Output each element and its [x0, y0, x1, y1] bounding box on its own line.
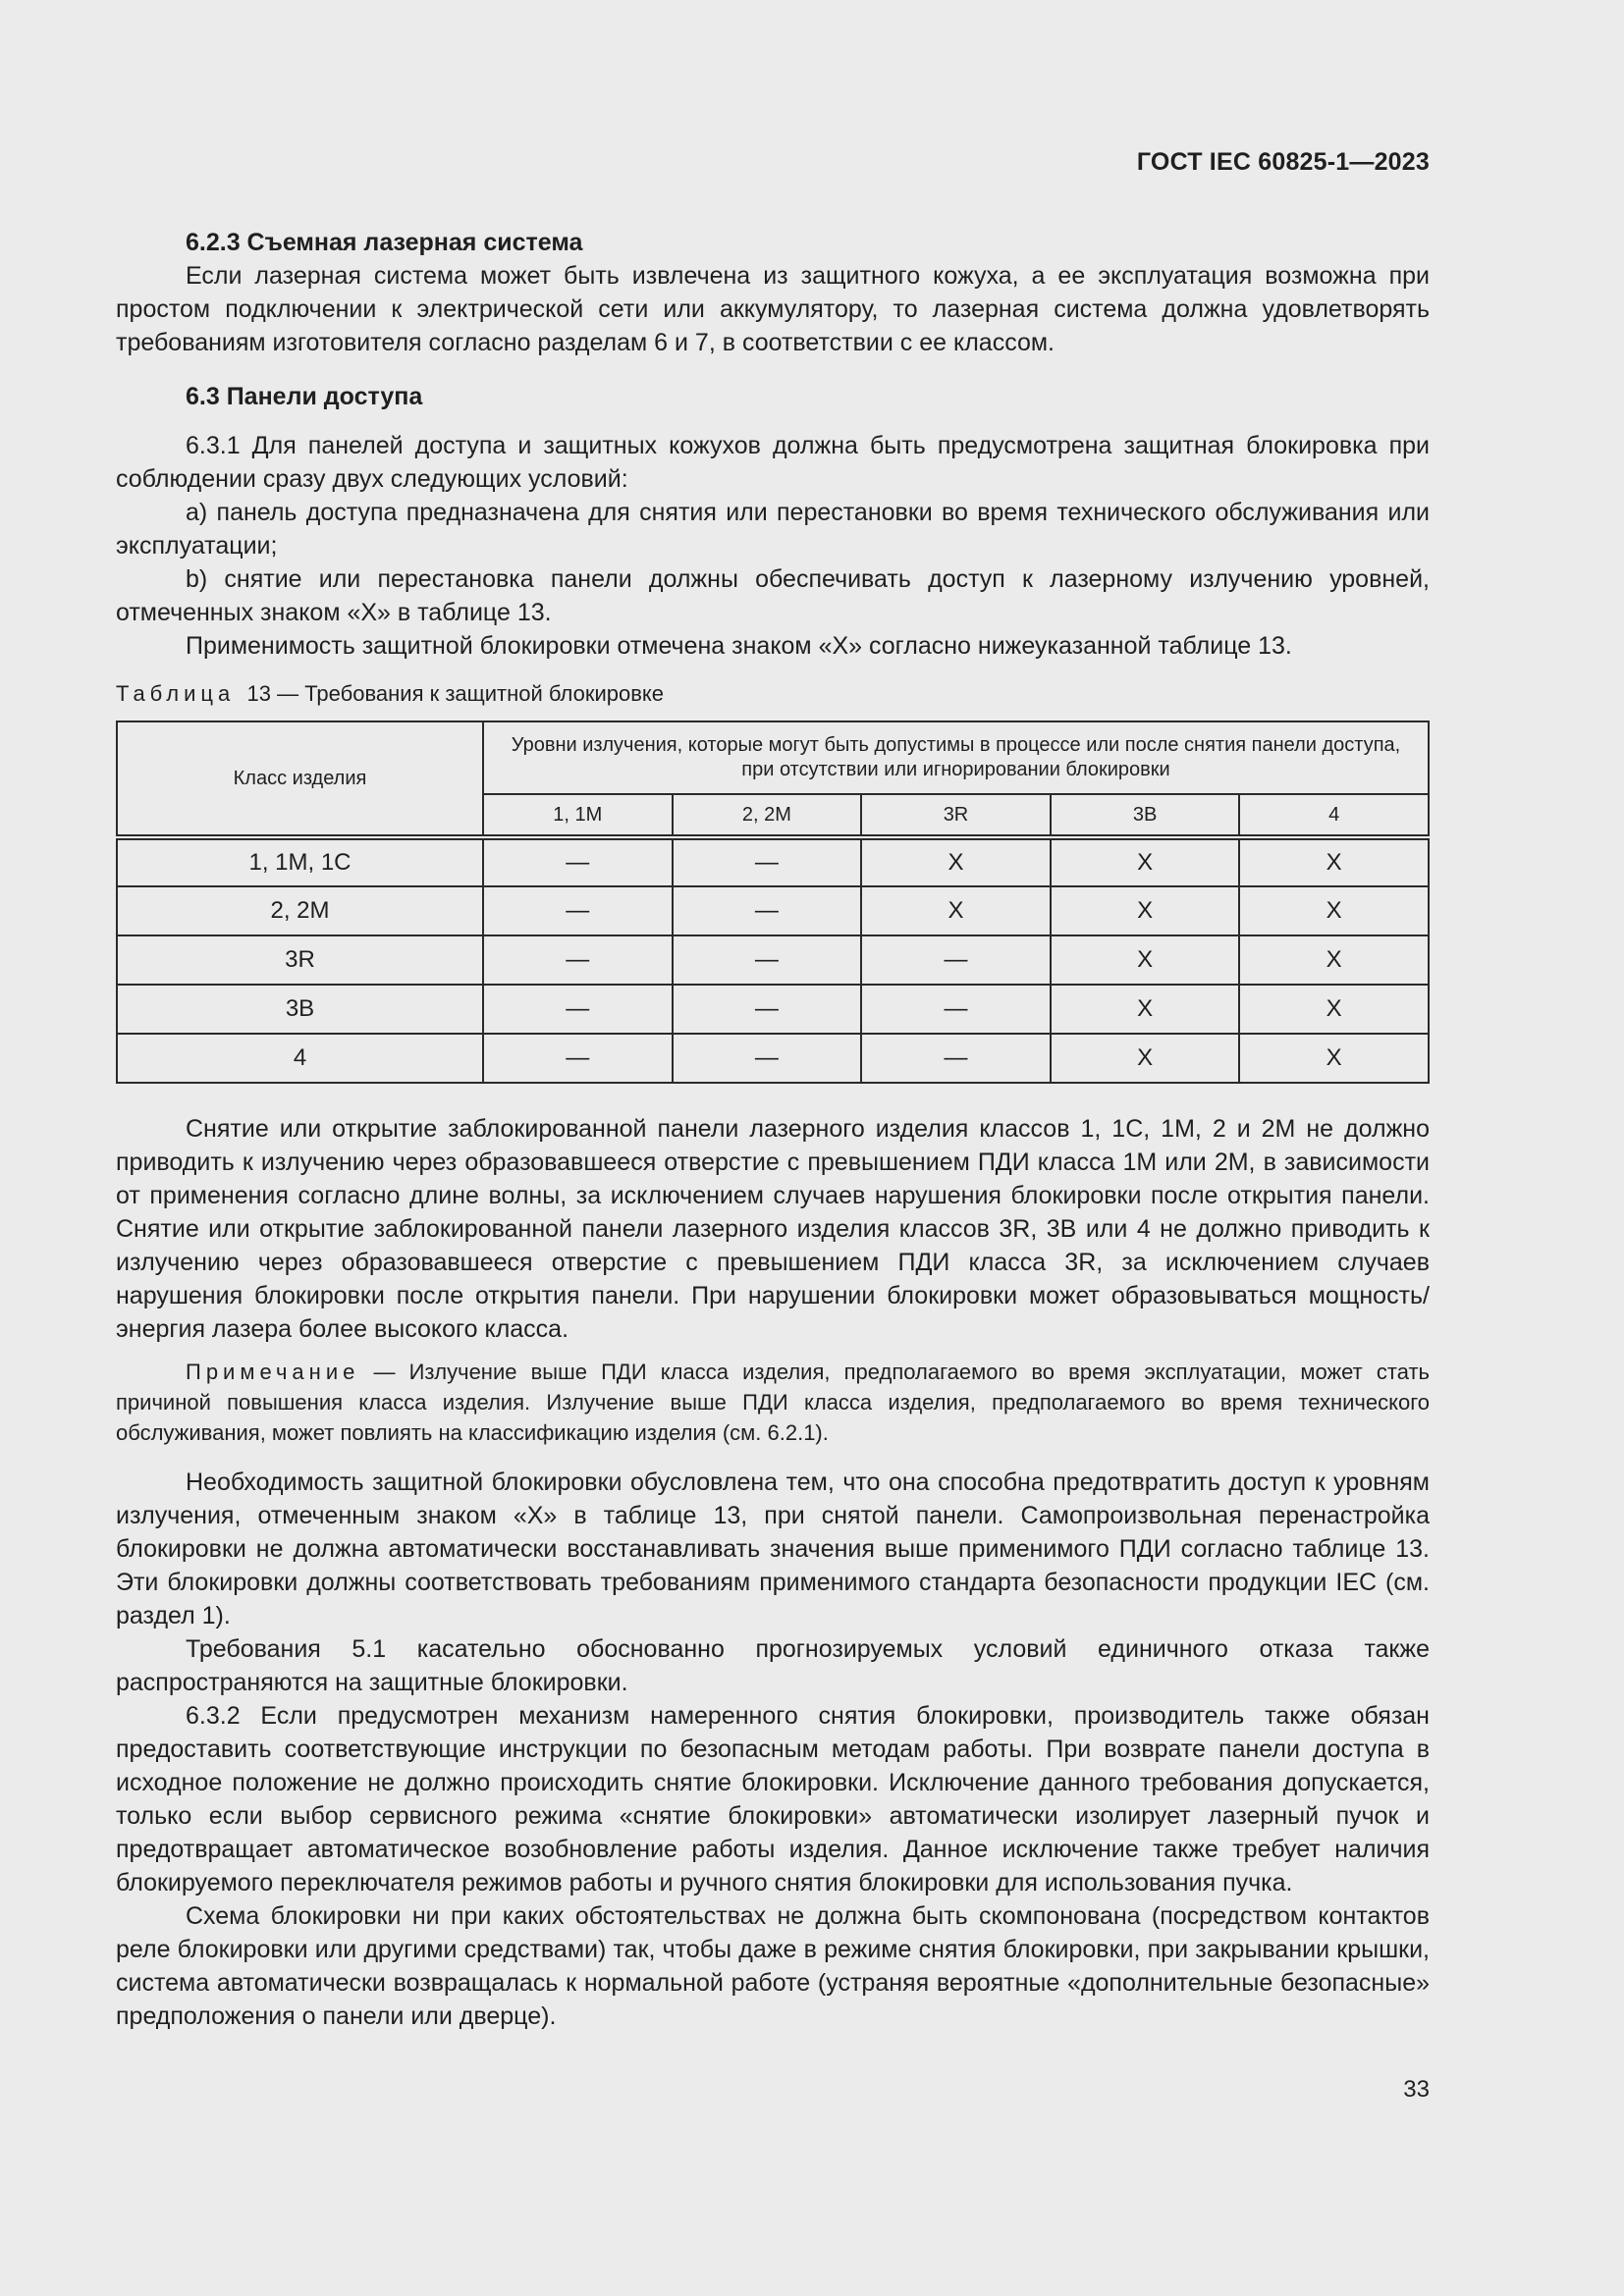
table-cell: X [861, 886, 1051, 935]
table-cell: — [483, 1034, 673, 1083]
list-item: b) снятие или перестановка панели должны обеспечивать доступ к лазерному излучению уровней, отмеченных знаком «X» в таблице 13. [116, 565, 1430, 626]
table-cell: X [861, 837, 1051, 886]
after-table-paragraph [116, 1112, 1430, 1346]
section-title: 6.2.3 Съемная лазерная система [186, 229, 583, 256]
note-text: — Излучение выше ПДИ класса изделия, предполагаемого во время эксплуатации, может стать причиной повышения класса изделия. Излучение выше ПДИ класса изделия, предполагаемого во время технического обслуживания, может повлиять на классификацию изделия (см. 6.2.1). [116, 1360, 1430, 1445]
table-row [117, 935, 1429, 985]
table-caption-text: 13 — Требования к защитной блокировке [246, 681, 665, 706]
row-class: 3B [117, 985, 483, 1034]
table-caption [116, 679, 1430, 709]
paragraph: Применимость защитной блокировки отмечена знаком «X» согласно нижеуказанной таблице 13. [186, 632, 1292, 660]
note-label: Примечание [186, 1360, 360, 1384]
interlock-requirements-table [116, 721, 1430, 1084]
column-group-header: Уровни излучения, которые могут быть допустимы в процессе или после снятия панели доступа, при отсутствии или игнорировании блокировки [483, 721, 1429, 794]
table-cell: — [861, 935, 1051, 985]
row-class: 2, 2M [117, 886, 483, 935]
section-6-2-3 [116, 226, 1430, 359]
table-cell: X [1239, 985, 1429, 1034]
table-cell: X [1239, 886, 1429, 935]
table-cell: — [861, 985, 1051, 1034]
table-cell: X [1051, 1034, 1240, 1083]
list-item: а) панель доступа предназначена для снятия или перестановки во время технического обслуживания или эксплуатации; [116, 499, 1430, 560]
paragraph: 6.3.2 Если предусмотрен механизм намеренного снятия блокировки, производитель также обязан предоставить соответствующие инструкции по безопасным методам работы. При возврате панели доступа в исходное положение не должно происходить снятие блокировки. Исключение данного требования допускается, только если выбор сервисного режима «снятие блокировки» автоматически изолирует лазерный пучок и предотвращает автоматическое возобновление работы изделия. Данное исключение также требует наличия блокируемого переключателя режимов работы и ручного снятия блокировки для использования пучка. [116, 1702, 1430, 1896]
paragraph: Необходимость защитной блокировки обусловлена тем, что она способна предотвратить доступ к уровням излучения, отмеченным знаком «X» в таблице 13, при снятой панели. Самопроизвольная перенастройка блокировки не должна автоматически восстанавливать значения выше применимого ПДИ согласно таблице 13. Эти блокировки должны соответствовать требованиям применимого стандарта безопасности продукции IEC (см. раздел 1). [116, 1468, 1430, 1629]
row-class: 3R [117, 935, 483, 985]
section-title: 6.3 Панели доступа [186, 383, 423, 410]
table-cell: — [483, 886, 673, 935]
table-cell: X [1239, 837, 1429, 886]
table-cell: X [1239, 935, 1429, 985]
table-cell: — [483, 935, 673, 985]
page-number: 33 [1403, 2076, 1430, 2103]
paragraph: 6.3.1 Для панелей доступа и защитных кожухов должна быть предусмотрена защитная блокировка при соблюдении сразу двух следующих условий: [116, 432, 1430, 493]
table-cell: — [483, 985, 673, 1034]
column-header-level: 2, 2M [673, 794, 862, 837]
final-paragraphs [116, 1466, 1430, 2033]
table-row [117, 837, 1429, 886]
table-cell: — [673, 886, 862, 935]
paragraph: Снятие или открытие заблокированной панели лазерного изделия классов 1, 1С, 1М, 2 и 2М не должно приводить к излучению через образовавшееся отверстие с превышением ПДИ класса 1М или 2М, в зависимости от применения согласно длине волны, за исключением случаев нарушения блокировки после открытия панели. Снятие или открытие заблокированной панели лазерного изделия классов 3R, 3B или 4 не должно приводить к излучению через образовавшееся отверстие с превышением ПДИ класса 3R, за исключением случаев нарушения блокировки после открытия панели. При нарушении блокировки может образовываться мощность/энергия лазера более высокого класса. [116, 1115, 1430, 1343]
column-header-level: 3B [1051, 794, 1240, 837]
column-header-level: 3R [861, 794, 1051, 837]
standard-header: ГОСТ IEC 60825-1—2023 [1136, 148, 1430, 176]
paragraph: Схема блокировки ни при каких обстоятельствах не должна быть скомпонована (посредством контактов реле блокировки или другими средствами) так, чтобы даже в режиме снятия блокировки, при закрывании крышки, система автоматически возвращалась к нормальной работе (устраняя вероятные «дополнительные безопасные» предположения о панели или дверце). [116, 1902, 1430, 2030]
table-cell: — [673, 985, 862, 1034]
column-header-level: 4 [1239, 794, 1429, 837]
paragraph: Если лазерная система может быть извлечена из защитного кожуха, а ее эксплуатация возможна при простом подключении к электрической сети или аккумулятору, то лазерная система должна удовлетворять требованиям изготовителя согласно разделам 6 и 7, в соответствии с ее классом. [116, 262, 1430, 356]
section-6-3-body [116, 429, 1430, 663]
section-6-3 [116, 380, 1430, 413]
table-cell: X [1051, 935, 1240, 985]
table-cell: — [673, 837, 862, 886]
table-cell: — [673, 935, 862, 985]
table-row [117, 1034, 1429, 1083]
note [116, 1357, 1430, 1448]
table-cell: X [1051, 985, 1240, 1034]
table-row [117, 886, 1429, 935]
paragraph: Требования 5.1 касательно обоснованно прогнозируемых условий единичного отказа также распространяются на защитные блокировки. [116, 1635, 1430, 1696]
table-cell: X [1239, 1034, 1429, 1083]
table-row [117, 985, 1429, 1034]
table-caption-label: Таблица [116, 681, 236, 706]
row-class: 1, 1M, 1C [117, 837, 483, 886]
column-header-class: Класс изделия [117, 721, 483, 837]
row-class: 4 [117, 1034, 483, 1083]
table-cell: X [1051, 837, 1240, 886]
table-cell: — [483, 837, 673, 886]
table-cell: X [1051, 886, 1240, 935]
column-header-level: 1, 1M [483, 794, 673, 837]
table-cell: — [861, 1034, 1051, 1083]
table-cell: — [673, 1034, 862, 1083]
